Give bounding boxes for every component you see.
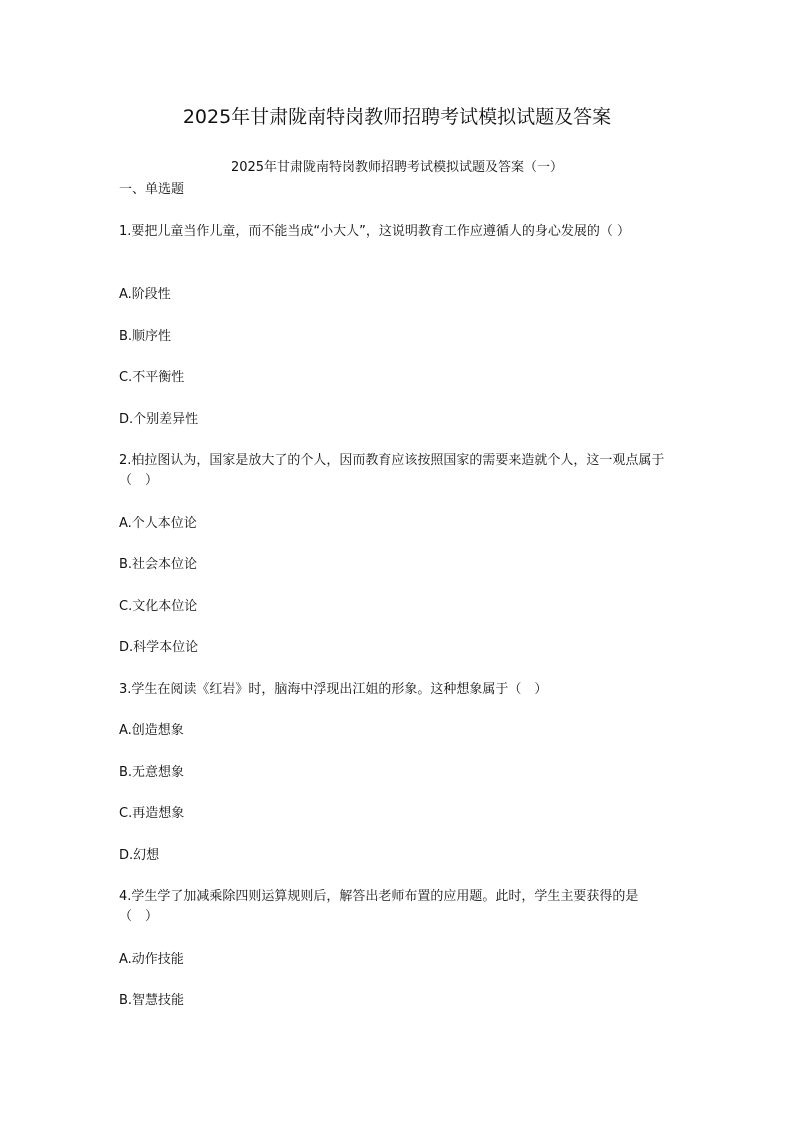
question-3-option-a: A.创造想象 [119, 723, 184, 738]
question-4: 4.学生学了加减乘除四则运算规则后，解答出老师布置的应用题。此时，学生主要获得的是（ ） [119, 889, 639, 924]
question-3-option-d: D.幻想 [119, 848, 160, 863]
question-3-option-b: B.无意想象 [119, 765, 185, 780]
question-2-option-a: A.个人本位论 [119, 516, 197, 531]
question-3-option-c: C.再造想象 [119, 806, 185, 821]
question-2: 2.柏拉图认为，国家是放大了的个人，因而教育应该按照国家的需要来造就个人，这一观点属于（ ） [119, 453, 665, 488]
question-4-option-a: A.动作技能 [119, 952, 184, 967]
question-2-option-d: D.科学本位论 [119, 640, 199, 655]
question-4-option-b: B.智慧技能 [119, 993, 185, 1008]
question-1-option-a: A.阶段性 [119, 287, 171, 302]
document-subtitle: 2025年甘肃陇南特岗教师招聘考试模拟试题及答案（一） [230, 160, 564, 175]
section-heading: 一、单选题 [119, 182, 185, 197]
question-1: 1.要把儿童当作儿童，而不能当成“小大人”，这说明教育工作应遵循人的身心发展的（ ） [119, 224, 631, 239]
question-2-option-b: B.社会本位论 [119, 557, 198, 572]
question-3: 3.学生在阅读《红岩》时，脑海中浮现出江姐的形象。这种想象属于（ ） [119, 682, 548, 697]
document-title: 2025年甘肃陇南特岗教师招聘考试模拟试题及答案 [182, 106, 612, 128]
question-1-option-c: C.不平衡性 [119, 370, 185, 385]
question-2-option-c: C.文化本位论 [119, 599, 198, 614]
question-1-option-d: D.个别差异性 [119, 412, 199, 427]
question-1-option-b: B.顺序性 [119, 329, 172, 344]
